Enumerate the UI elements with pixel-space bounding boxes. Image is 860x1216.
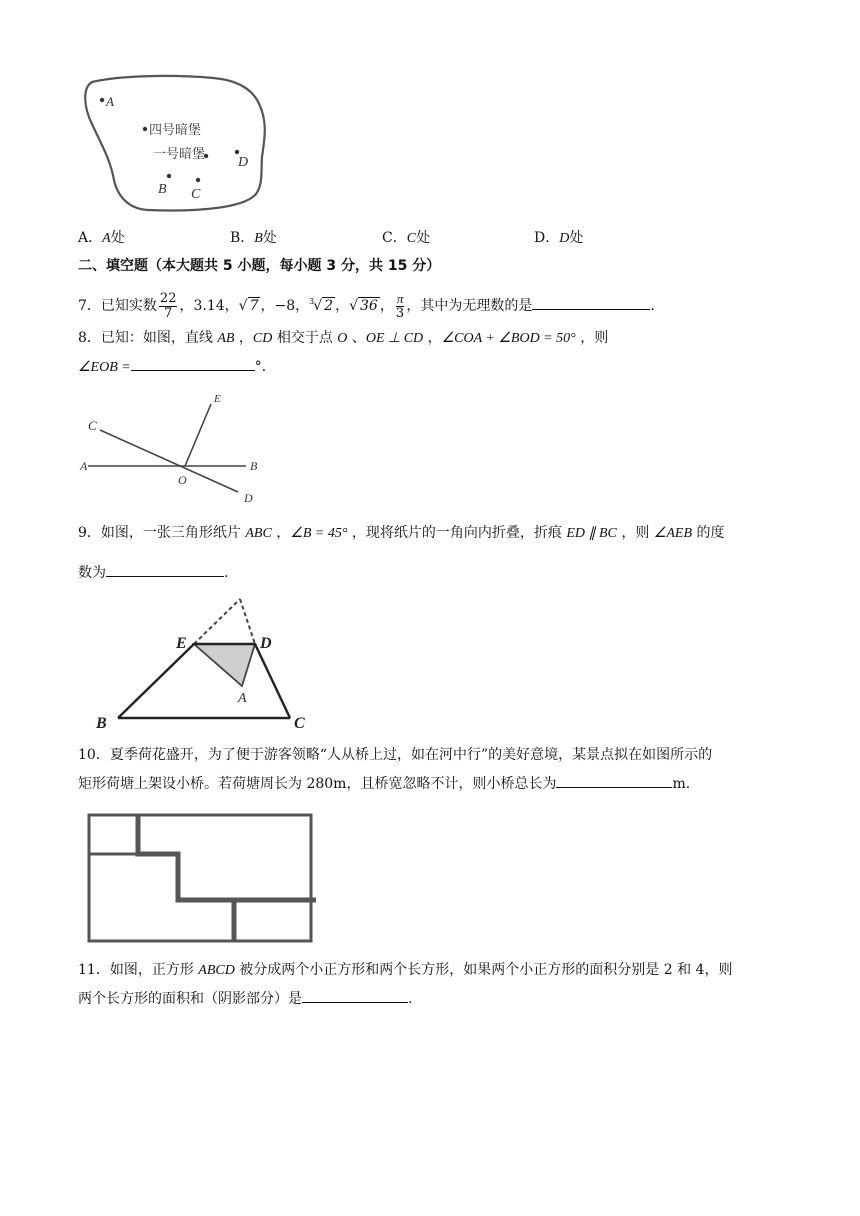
label-e: E (214, 393, 221, 405)
fraction-pi-3: $\frac{\pi}{3}$ (395, 290, 405, 321)
label-c: C (88, 418, 97, 433)
bunker-map-figure (78, 72, 278, 217)
fraction-22-7: $\frac{22}{7}$ (159, 290, 177, 321)
label-b: B (250, 459, 258, 473)
option-b[interactable]: B．B处 (230, 230, 277, 246)
q8-answer-blank[interactable] (131, 356, 255, 371)
intersecting-lines-figure (78, 388, 278, 508)
label-d: D (260, 635, 272, 652)
point-a-label: A (106, 94, 114, 109)
q9-line1: 9．如图，一张三角形纸片 ABC ，∠B = 45° ，现将纸片的一角向内折叠，折痕 ED ∥ BC ，则 ∠AEB 的度 (78, 525, 725, 541)
label-a: A (80, 459, 88, 473)
q11-answer-blank[interactable] (302, 988, 408, 1003)
option-d[interactable]: D．D处 (534, 230, 584, 246)
label-e: E (176, 635, 187, 652)
q9-answer-blank[interactable] (106, 562, 224, 577)
q8-line1: 8．已知：如图，直线 AB ，CD 相交于点 O 、OE ⊥ CD ，∠COA + ∠BOD = 50° ，则 (78, 330, 609, 346)
point-b-label: B (158, 182, 167, 197)
q10-line1: 10．夏季荷花盛开，为了便于游客领略“人从桥上过，如在河中行”的美好意境，某景点拟在如图所示的 (78, 747, 713, 763)
label-d: D (244, 491, 253, 505)
option-a[interactable]: A．A处 (78, 230, 125, 246)
bunker1-label: 一号暗堡 (153, 146, 206, 161)
pond-bridge-figure (86, 812, 316, 944)
point-c-label: C (191, 187, 201, 202)
q7-text: 7．已知实数 $\frac{22}{7}$ ，3.14，√ 7 ，−8，$^3$√ 2 ，√ 36 ， $\frac{\pi}{3}$ ，其中为无理数的是 . (78, 290, 655, 321)
label-c: C (294, 715, 305, 732)
q8-line2: ∠EOB = °． (78, 356, 276, 378)
q10-answer-blank[interactable] (556, 773, 672, 788)
label-o: O (178, 473, 187, 487)
q9-line2: 数为 . (78, 562, 228, 583)
label-b: B (96, 715, 107, 732)
point-d-label: D (238, 155, 249, 170)
q11-line1: 11．如图，正方形 ABCD 被分成两个小正方形和两个长方形，如果两个小正方形的面积分别是 2 和 4，则 (78, 962, 733, 978)
q7-answer-blank[interactable] (532, 295, 650, 310)
section2-heading: 二、填空题（本大题共 5 小题，每小题 3 分，共 15 分） (78, 258, 441, 274)
q11-line2: 两个长方形的面积和（阴影部分）是 . (78, 988, 412, 1009)
folded-triangle-figure (90, 594, 320, 734)
q10-line2: 矩形荷塘上架设小桥。若荷塘周长为 280m，且桥宽忽略不计，则小桥总长为 m. (78, 773, 690, 794)
option-c[interactable]: C．C处 (382, 230, 431, 246)
bunker4-label: 四号暗堡 (149, 122, 202, 137)
label-a: A (238, 691, 247, 706)
